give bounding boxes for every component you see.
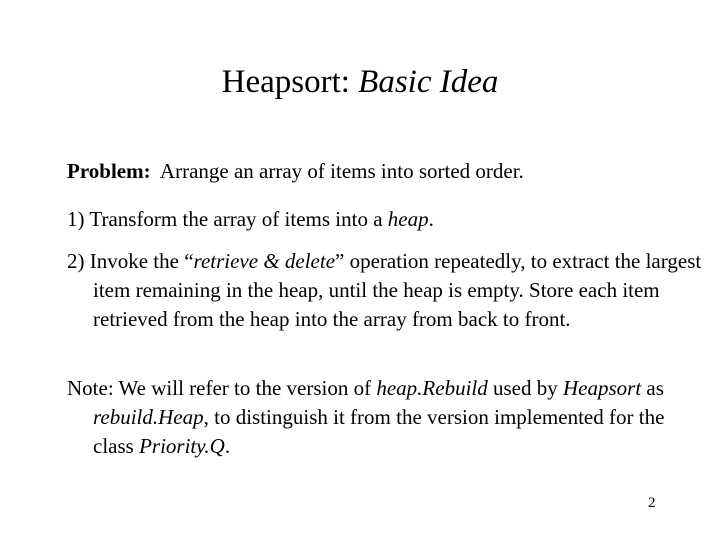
note-text-5: . xyxy=(224,434,231,458)
note-italic-heap-rebuild: heap.Rebuild xyxy=(376,376,488,400)
note-italic-heapsort: Heapsort xyxy=(562,376,642,400)
page-number: 2 xyxy=(648,495,656,511)
note-text-3: as xyxy=(641,376,664,400)
note xyxy=(67,374,703,461)
step-2-italic: retrieve & delete xyxy=(193,249,336,273)
step-1-prefix: 1) Transform the array of items into a xyxy=(67,207,388,231)
step-2-suffix: ” operation repeatedly, to extract the largest item remaining in the heap, until the heap is empty. Store each item retrieved from the heap into the array from back to front. xyxy=(93,249,702,331)
step-2-prefix: 2) Invoke the “ xyxy=(67,249,194,273)
problem-statement xyxy=(67,157,677,186)
note-text-1: Note: We will refer to the version of xyxy=(67,376,377,400)
problem-label: Problem: xyxy=(67,159,151,183)
note-text-4: , to distinguish it from the version implemented for the class xyxy=(93,405,665,458)
step-1-suffix: . xyxy=(428,207,434,231)
note-italic-rebuild-heap: rebuild.Heap xyxy=(93,405,204,429)
note-italic-priority-q: Priority.Q xyxy=(139,434,225,458)
step-2 xyxy=(67,247,703,334)
step-1 xyxy=(67,205,703,234)
problem-text: Arrange an array of items into sorted order. xyxy=(150,159,524,183)
title-main: Heapsort: xyxy=(221,64,359,100)
note-text-2: used by xyxy=(487,376,563,400)
slide-title xyxy=(0,62,720,102)
step-1-italic: heap xyxy=(387,207,429,231)
title-italic: Basic Idea xyxy=(358,64,499,100)
